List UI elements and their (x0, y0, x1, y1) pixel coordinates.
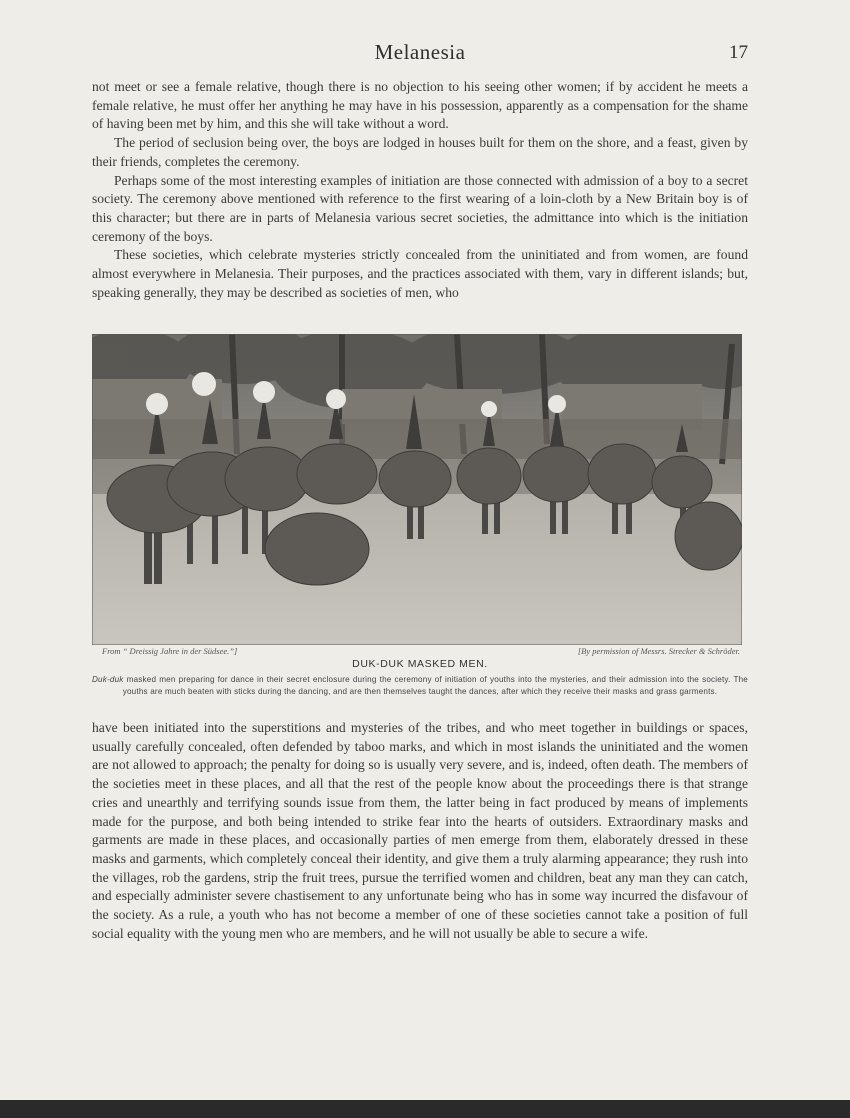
figure-caption (92, 674, 748, 697)
page-number: 17 (729, 42, 748, 63)
photo-credit-permission: [By permission of Messrs. Strecker & Schröder. (577, 646, 740, 656)
caption-lead: Duk-duk (92, 675, 124, 684)
paragraph: Perhaps some of the most interesting examples of initiation are those connected with admission of a boy to a secret society. The ceremony above mentioned with reference to the first wearing of a loin-cloth by a New Britain boy is of this character; but there are in parts of Melanesia various secret societies, the admittance into which is the initiation ceremony of the boys. (92, 172, 748, 244)
scan-edge (0, 1100, 850, 1118)
photo-credit-source: From “ Dreissig Jahre in der Südsee.”] (102, 646, 238, 656)
figure-title: DUK-DUK MASKED MEN. (352, 658, 488, 670)
paragraph: have been initiated into the superstitions and mysteries of the tribes, and who meet together in buildings or spaces, usually carefully concealed, often defended by taboo marks, and which in most islands the uninitiated and the women are not allowed to approach; the penalty for doing so is usually very severe, and is, indeed, often death. The members of the societies meet in these places, and all that the rest of the people know about the proceedings there is that strange cries and unearthly and terrifying sounds issue from them, the latter being in fact produced by means of implements made for the purpose, and both being intended to strike fear into the hearts of outsiders. Extraordinary masks and garments are made in these places, and occasionally parties of men emerge from them, elaborately dressed in these masks and garments, which completely conceal their identity, and give them a truly alarming appearance; they rush into the villages, rob the gardens, strip the fruit trees, pursue the terrified women and children, beat any man they can catch, and especially administer severe chastisement to any unfortunate being who has in some way incurred the disfavour of the society. As a rule, a youth who has not become a member of one of these societies cannot take a position of full social equality with the young men who are members, and he will not usually be able to secure a wife. (92, 720, 748, 941)
body-text-top (92, 78, 748, 302)
page-title: Melanesia (374, 40, 466, 64)
paragraph: not meet or see a female relative, though there is no objection to his seeing other women; if by accident he meets a female relative, he must offer her anything he may have in his possession, apparently as a compensation for the shame of having been met by him, and this she will take without a word. (92, 79, 748, 132)
paragraph: The period of seclusion being over, the boys are lodged in houses built for them on the shore, and a feast, given by their friends, completes the ceremony. (92, 135, 748, 169)
caption-body: masked men preparing for dance in their secret enclosure during the ceremony of initiation of youths into the mysteries, and their admission into the society. The youths are much beaten with sticks during the dancing, and are then themselves taught the dances, after which they receive their masks and grass garments. (122, 675, 748, 696)
running-head (92, 40, 748, 70)
duk-duk-photograph (92, 334, 742, 645)
paragraph: These societies, which celebrate mysteries strictly concealed from the uninitiated and from women, are found almost everywhere in Melanesia. Their purposes, and the practices associated with them, vary in different islands; but, speaking generally, they may be described as societies of men, who (92, 247, 748, 300)
body-text-bottom (92, 719, 748, 943)
photograph-illustration (92, 334, 742, 645)
